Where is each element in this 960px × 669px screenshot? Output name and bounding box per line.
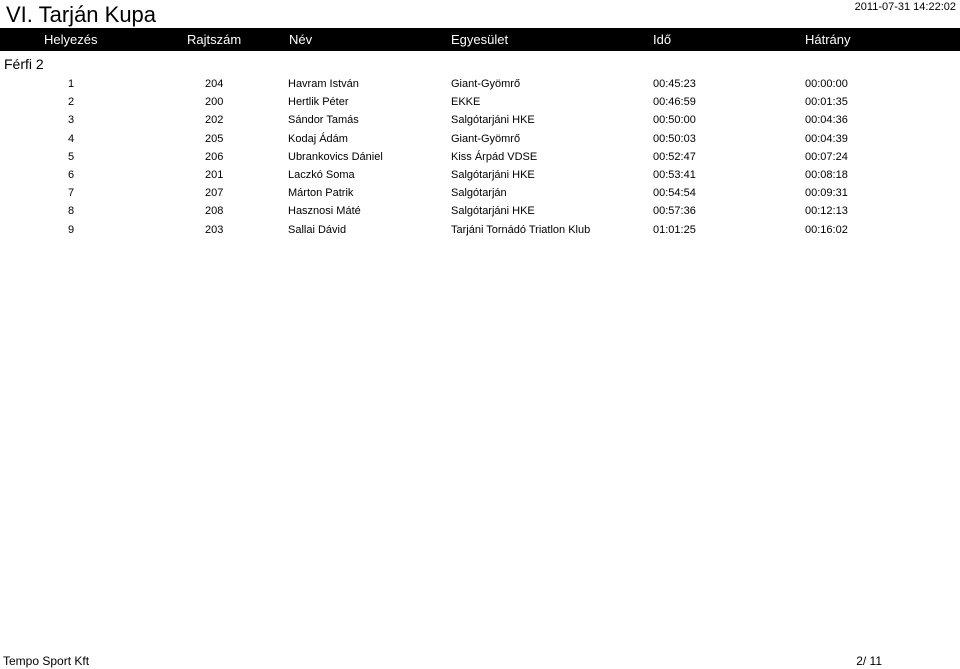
results-table	[0, 76, 960, 240]
cell-position: 3	[68, 114, 75, 127]
cell-position: 2	[68, 96, 75, 109]
page-title: VI. Tarján Kupa	[6, 2, 157, 27]
report-datetime: 2011-07-31 14:22:02	[854, 1, 956, 13]
column-header-time: Idő	[653, 32, 672, 47]
cell-gap: 00:16:02	[805, 223, 848, 236]
footer-company: Tempo Sport Kft	[3, 654, 90, 668]
footer-page-number: 2/ 11	[856, 654, 882, 668]
cell-position: 4	[68, 132, 75, 145]
cell-gap: 00:12:13	[805, 205, 848, 218]
table-row	[0, 149, 960, 167]
cell-position: 8	[68, 205, 75, 218]
cell-time: 00:57:36	[653, 205, 696, 218]
cell-time: 00:45:23	[653, 78, 696, 90]
cell-time: 00:50:00	[653, 114, 696, 127]
cell-name: Hasznosi Máté	[288, 205, 361, 218]
cell-club: Salgótarján	[451, 187, 507, 200]
cell-name: Márton Patrik	[288, 187, 354, 200]
cell-gap: 00:00:00	[805, 78, 848, 90]
cell-name: Ubrankovics Dániel	[288, 150, 383, 163]
cell-name: Sallai Dávid	[288, 223, 347, 236]
table-row	[0, 131, 960, 149]
cell-position: 5	[68, 150, 75, 163]
table-header	[0, 28, 960, 51]
cell-bib: 208	[205, 205, 224, 218]
table-row	[0, 76, 960, 94]
cell-name: Kodaj Ádám	[288, 132, 348, 145]
table-row	[0, 94, 960, 112]
table-row	[0, 167, 960, 185]
cell-position: 6	[68, 168, 75, 181]
cell-bib: 200	[205, 96, 224, 109]
cell-name: Hertlik Péter	[288, 96, 349, 109]
cell-gap: 00:01:35	[805, 96, 848, 109]
cell-club: Kiss Árpád VDSE	[451, 150, 538, 163]
cell-name: Sándor Tamás	[288, 114, 359, 127]
table-row	[0, 222, 960, 240]
column-header-bib: Rajtszám	[187, 32, 242, 47]
cell-club: Salgótarjáni HKE	[451, 205, 535, 218]
column-header-gap: Hátrány	[805, 32, 851, 47]
cell-gap: 00:04:36	[805, 114, 848, 127]
cell-position: 1	[68, 78, 75, 90]
cell-bib: 205	[205, 132, 224, 145]
cell-club: Giant-Gyömrő	[451, 132, 521, 145]
cell-time: 00:52:47	[653, 150, 696, 163]
cell-position: 9	[68, 223, 75, 236]
cell-bib: 207	[205, 187, 224, 200]
cell-gap: 00:08:18	[805, 168, 848, 181]
cell-bib: 204	[205, 78, 224, 90]
cell-time: 00:53:41	[653, 168, 696, 181]
cell-position: 7	[68, 187, 75, 200]
cell-club: Salgótarjáni HKE	[451, 114, 535, 127]
cell-time: 00:50:03	[653, 132, 696, 145]
column-header-name: Név	[289, 32, 313, 47]
column-header-club: Egyesület	[451, 32, 509, 47]
cell-gap: 00:04:39	[805, 132, 848, 145]
cell-bib: 202	[205, 114, 224, 127]
table-row	[0, 112, 960, 130]
cell-name: Havram István	[288, 78, 359, 90]
column-header-position: Helyezés	[44, 32, 98, 47]
cell-time: 00:54:54	[653, 187, 696, 200]
cell-bib: 201	[205, 168, 224, 181]
cell-gap: 00:09:31	[805, 187, 848, 200]
cell-time: 01:01:25	[653, 223, 696, 236]
cell-name: Laczkó Soma	[288, 168, 355, 181]
cell-club: Salgótarjáni HKE	[451, 168, 535, 181]
cell-gap: 00:07:24	[805, 150, 848, 163]
table-row	[0, 185, 960, 203]
cell-club: Tarjáni Tornádó Triatlon Klub	[451, 223, 591, 236]
cell-club: Giant-Gyömrő	[451, 78, 521, 90]
table-row	[0, 203, 960, 221]
category-label: Férfi 2	[4, 56, 44, 72]
cell-bib: 206	[205, 150, 224, 163]
cell-club: EKKE	[451, 96, 481, 109]
cell-time: 00:46:59	[653, 96, 696, 109]
cell-bib: 203	[205, 223, 224, 236]
